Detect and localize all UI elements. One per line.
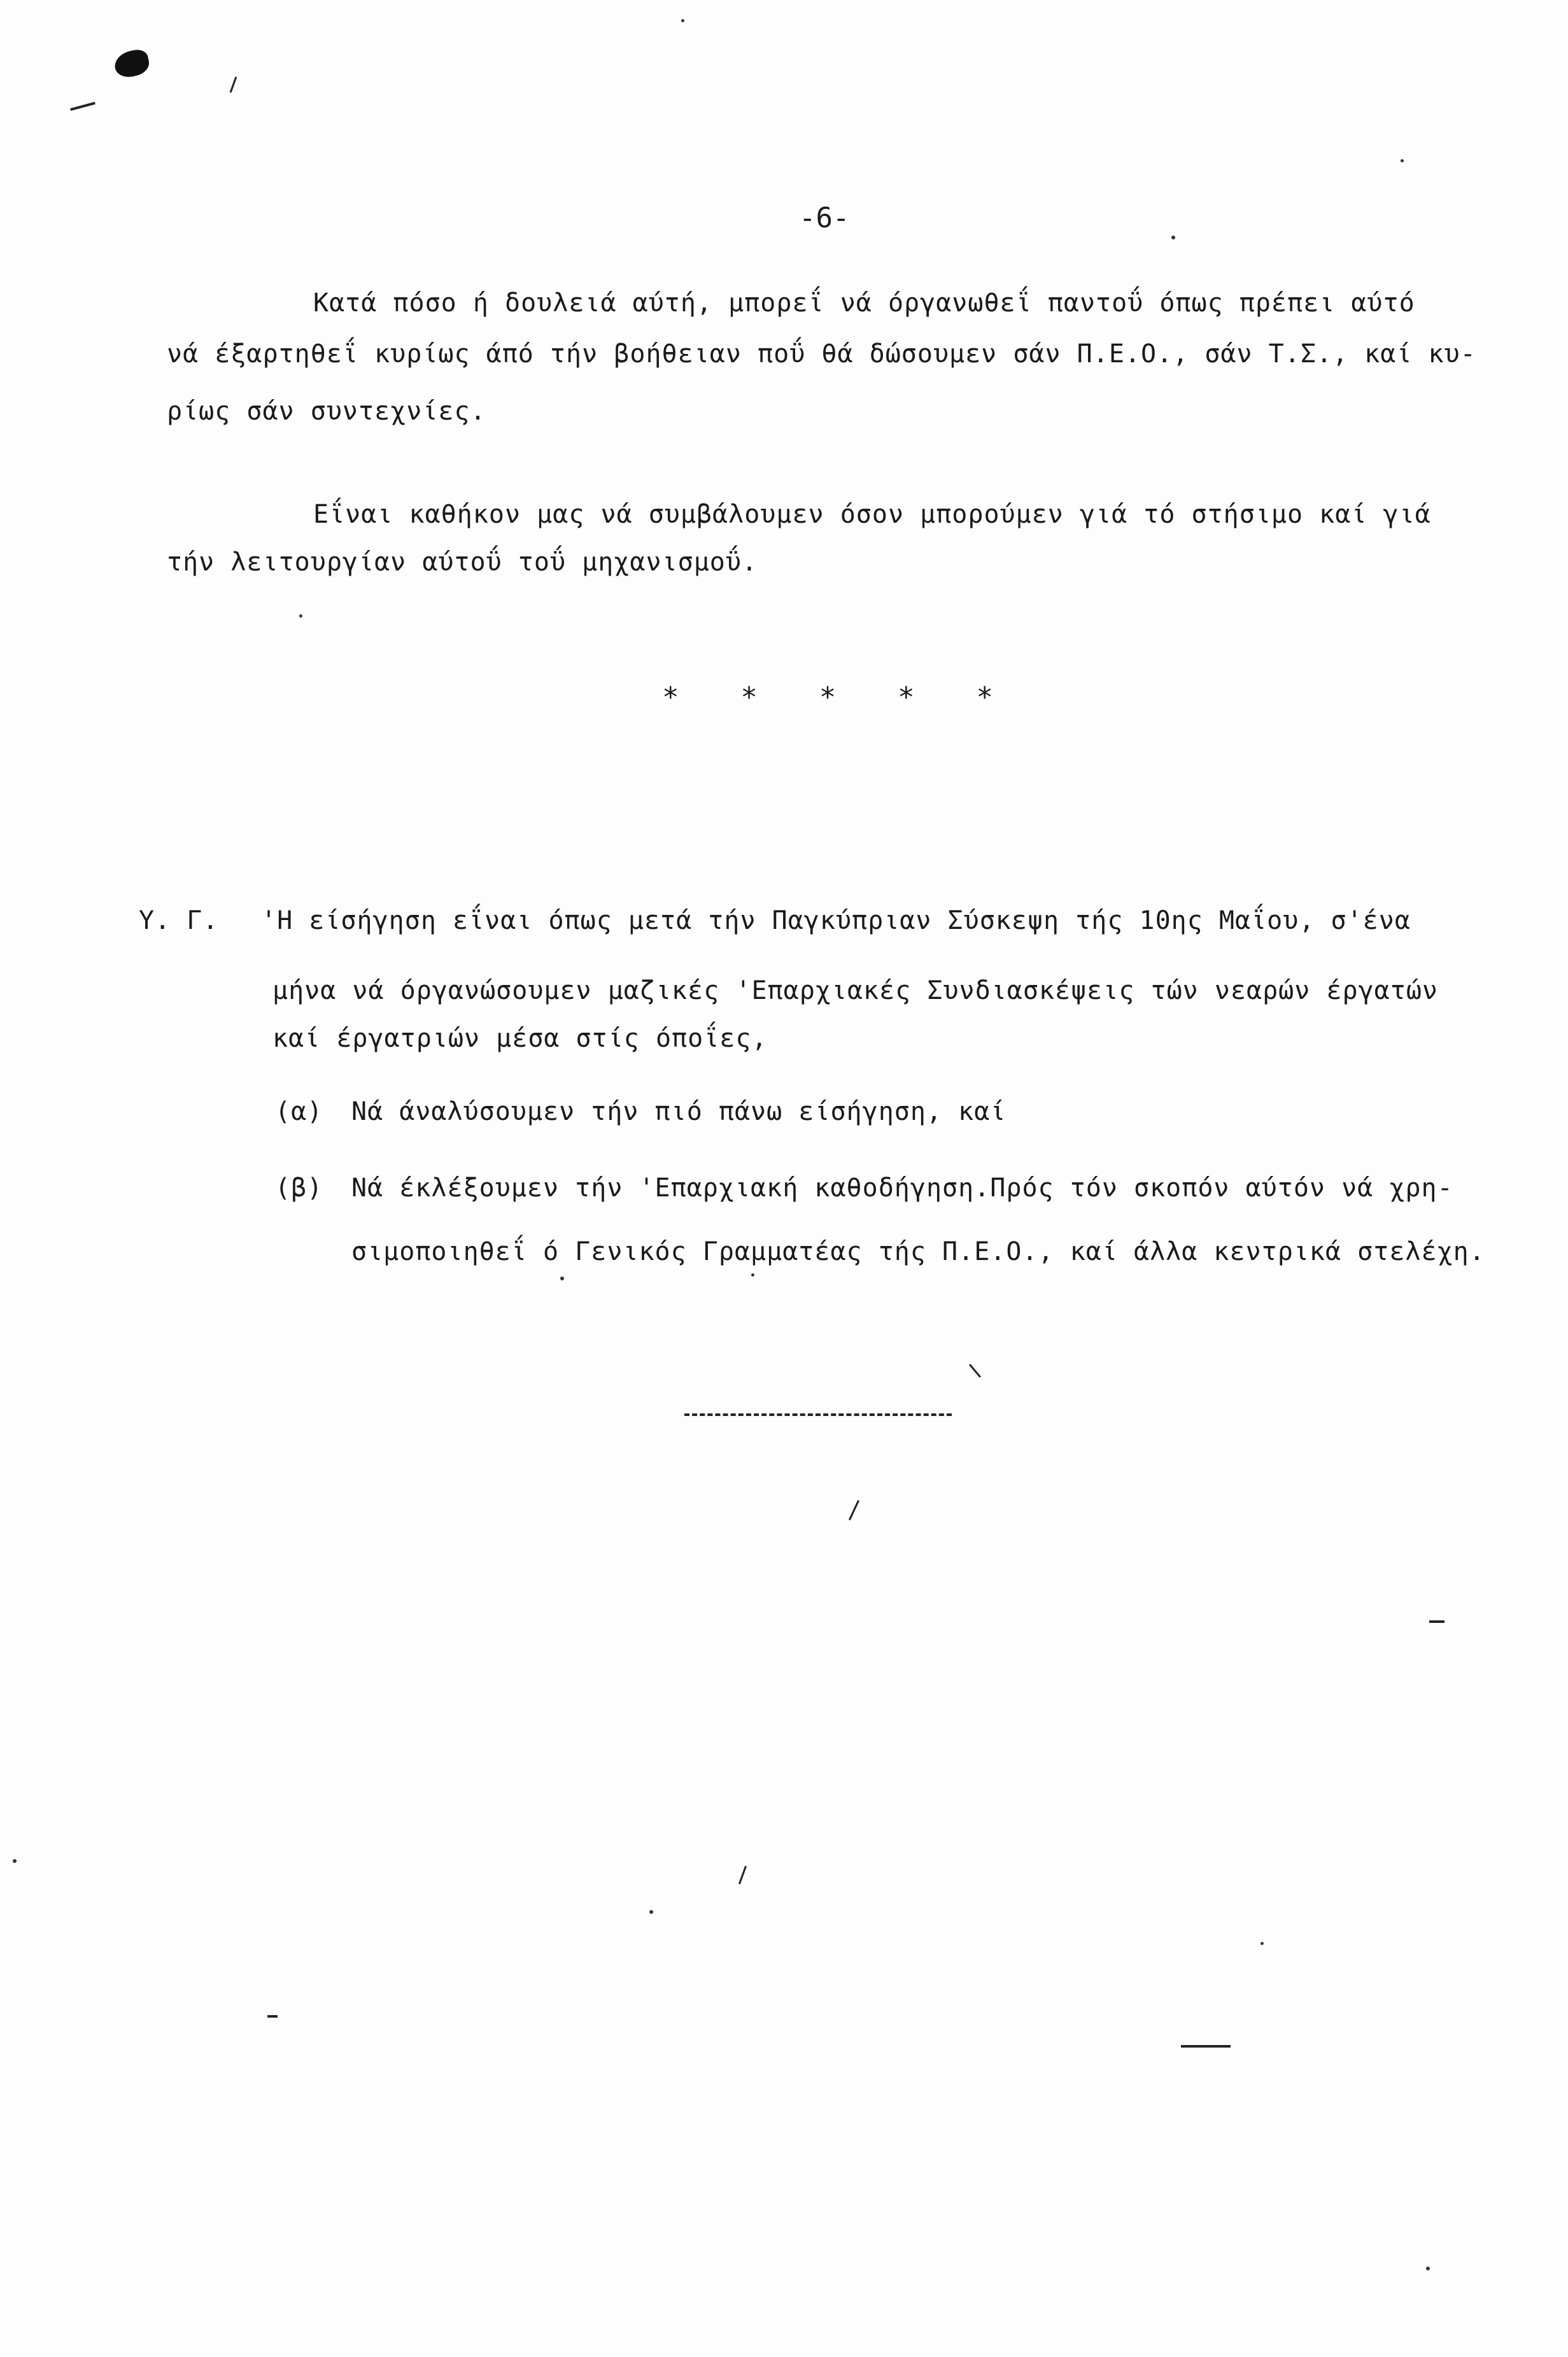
- speck: [1426, 2267, 1430, 2270]
- page-number: -6-: [799, 202, 850, 234]
- section-line-2: μήνα νά όργανώσουμεν μαζικές 'Επαρχιακές Συνδιασκέψεις τών νεαρών έργατών: [272, 976, 1438, 1005]
- stray-mark: [738, 1865, 747, 1884]
- list-item-text: σιμοποιηθεΐ ό Γενικός Γραμματέας τής Π.Ε.Ο., καί άλλα κεντρικά στελέχη.: [351, 1237, 1485, 1266]
- stray-mark: [70, 102, 95, 111]
- separator-star: *: [662, 681, 679, 714]
- speck: [560, 1277, 564, 1280]
- separator-star: *: [740, 681, 758, 714]
- speck: [1261, 1942, 1264, 1945]
- paragraph-1-line-2: νά έξαρτηθεΐ κυρίως άπό τήν βοήθειαν ποΰ θά δώσουμεν σάν Π.Ε.Ο., σάν Τ.Σ., καί κυ-: [167, 339, 1476, 369]
- stray-mark: [969, 1364, 981, 1378]
- stray-mark: [1181, 2045, 1231, 2048]
- closing-rule: [684, 1413, 952, 1416]
- ink-blot: [112, 48, 151, 80]
- paragraph-1-line-3: ρίως σάν συντεχνίες.: [167, 397, 486, 426]
- section-label: Υ. Γ.: [139, 906, 219, 935]
- stray-mark: [1429, 1620, 1444, 1623]
- separator-star: *: [976, 681, 993, 714]
- stray-mark: [267, 2015, 278, 2018]
- speck: [1401, 159, 1404, 162]
- separator-star: *: [898, 681, 915, 714]
- list-item-marker: (α): [275, 1097, 323, 1126]
- separator-star: *: [819, 681, 837, 714]
- list-item-text: Νά έκλέξουμεν τήν 'Επαρχιακή καθοδήγηση.Πρός τόν σκοπόν αύτόν νά χρη-: [351, 1173, 1453, 1203]
- speck: [649, 1910, 653, 1914]
- speck: [681, 19, 684, 22]
- speck: [299, 614, 302, 618]
- stray-mark: [230, 76, 237, 92]
- speck: [13, 1859, 17, 1863]
- stray-mark: [849, 1500, 859, 1520]
- paragraph-2-line-2: τήν λειτουργίαν αύτοΰ τοΰ μηχανισμοΰ.: [167, 548, 758, 577]
- list-item-text: Νά άναλύσουμεν τήν πιό πάνω είσήγηση, καί: [351, 1097, 1006, 1126]
- speck: [751, 1273, 754, 1277]
- list-item-marker: (β): [275, 1173, 323, 1203]
- paragraph-1-line-1: Κατά πόσο ή δουλειά αύτή, μπορεΐ νά όργανωθεΐ παντοΰ όπως πρέπει αύτό: [313, 288, 1415, 318]
- section-line-3: καί έργατριών μέσα στίς όποΐες,: [272, 1024, 768, 1053]
- star-separator: [662, 681, 993, 714]
- paragraph-2-line-1: Εΐναι καθήκον μας νά συμβάλουμεν όσον μπορούμεν γιά τό στήσιμο καί γιά: [313, 500, 1431, 529]
- speck: [1171, 236, 1175, 239]
- section-line-1: 'Η είσήγηση εΐναι όπως μετά τήν Παγκύπριαν Σύσκεψη τής 10ης Μαΐου, σ'ένα: [261, 906, 1411, 935]
